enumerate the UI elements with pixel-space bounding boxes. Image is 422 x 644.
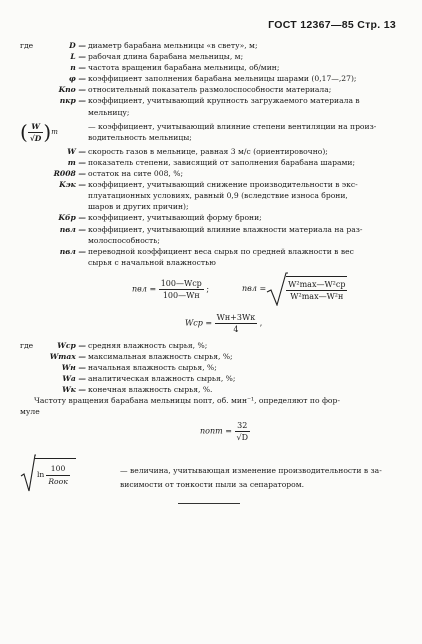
definition-row bbox=[20, 168, 400, 179]
definition-text: скорость газов в мельнице, равная 3 м/с (ориентировочно); bbox=[88, 146, 328, 156]
page-header: ГОСТ 12367—85 Стр. 13 bbox=[268, 19, 396, 31]
definition-row bbox=[20, 51, 400, 62]
definitions-block: где D — диаметр барабана мельницы «в свету», м; L — рабочая длина барабана мельницы, м; n — частота вращения барабана мельницы, об/мин; φ — коэффициент заполнения барабана мельницы шарами (0,17—,27); Kпо — относительный показатель размолоспособности материала; nкр — коэффициент, учитывающий крупность загружаемого материала в мельницу; ( $\frac{W}{√D}$ ) m — коэффициент, учитывающий влияние степени вентиляции на произ- водительность мельницы; W — скорость газов в мельнице, равная 3 м/с (ориентировочно); m — показатель степени, зависящий от заполнения барабана шарами; R008 — остаток на сите 008, %; Kэк — коэффициент, учитывающий снижение производительности в экс- плуатационных условиях, равный 0,9 (вследствие износа брони, шаров и других причин); Kбр — коэффициент, учитывающий форму брони; nвл — коэффициент, учитывающий влияние влажности материала на раз- молоспособность; nвл — переводной коэффициент веса сырья по средней влажности в вес сырья с начальной влажностью nвл = $\frac{\text{100—Wср}}{100—Wн}$ ; nвл = $\frac{\text{W²max—W²ср}}{\text{W²max—W²н}}$ Wср = $\frac{Wн+3Wк}{4}$ , где Wср — средняя влажность сырья, %; Wmax — максимальная влажность сырья, %; Wн — начальная влажность сырья, %; Wа — аналитическая влажность сырья, %; Wк — конечная влажность сырья, %. Частоту вращения барабана мельницы nопт, об. мин⁻¹, определяют по фор- муле nопт = $\frac{32}{√D}$ ln $\frac{100}{\text{Rоок}}$ — величина, учитывающая изменение производительности в за- висимости от тонкости пыли за сепаратором. bbox=[20, 40, 400, 492]
definition-text: коэффициент, учитывающий форму брони; bbox=[88, 213, 262, 223]
definition-symbol: nкр — bbox=[59, 96, 86, 106]
definition-row bbox=[20, 84, 400, 95]
definition-text: переводной коэффициент веса сырья по средней влажности в вес bbox=[88, 246, 354, 256]
definition-row bbox=[20, 73, 400, 84]
ventilation-symbol: ( $\frac{W}{√D}$ ) m bbox=[20, 120, 58, 145]
definition-text: коэффициент, учитывающий снижение производительности в экс- bbox=[88, 180, 358, 190]
definition-symbol: nвл — bbox=[59, 246, 86, 256]
definition-text: конечная влажность сырья, %. bbox=[88, 385, 213, 395]
definition-text: плуатационных условиях, равный 0,9 (вследствие износа брони, bbox=[88, 191, 348, 201]
definition-symbol: Kбр — bbox=[58, 213, 86, 223]
definition-row bbox=[20, 146, 400, 157]
definition-text: коэффициент, учитывающий влияние влажности материала на раз- bbox=[88, 224, 363, 234]
definition-row bbox=[20, 224, 400, 235]
formula-moisture-coefficient: nвл = $\frac{\text{100—Wср}}{100—Wн}$ ; nвл = $\frac{\text{W²max—W²ср}}{\text{W²max—W²н}}$ bbox=[20, 268, 400, 310]
definition-symbol: Kпо — bbox=[58, 85, 86, 95]
definition-symbol: Wmax — bbox=[49, 351, 86, 361]
definition-symbol: m — bbox=[67, 157, 86, 167]
fineness-symbol: ln $\frac{100}{\text{Rоок}}$ bbox=[20, 454, 120, 492]
formula-optimal-frequency: nопт = $\frac{32}{√D}$ bbox=[200, 420, 249, 442]
sqrt-sign bbox=[20, 454, 36, 492]
definition-text: диаметр барабана мельницы «в свету», м; bbox=[88, 41, 258, 50]
definition-text: начальная влажность сырья, %; bbox=[88, 363, 217, 373]
definition-row bbox=[20, 179, 400, 190]
definition-row bbox=[20, 257, 400, 268]
formula-average-moisture: Wср = $\frac{Wн+3Wк}{4}$ , bbox=[185, 312, 263, 334]
definition-row bbox=[20, 62, 400, 73]
definition-text: показатель степени, зависящий от заполнения барабана шарами; bbox=[88, 157, 356, 167]
fineness-definition: ln $\frac{100}{\text{Rоок}}$ — величина, учитывающая изменение производительности в за- висимости от тонкости пыли за сепаратором. bbox=[20, 454, 400, 492]
sqrt-sign bbox=[266, 272, 288, 306]
definition-symbol: Wн — bbox=[61, 363, 86, 373]
definition-text: аналитическая влажность сырья, %; bbox=[88, 374, 236, 384]
definition-row bbox=[20, 107, 400, 118]
definition-text: относительный показатель размолоспособности материала; bbox=[88, 85, 332, 95]
definition-row bbox=[20, 373, 400, 384]
paragraph-frequency: Частоту вращения барабана мельницы nопт, об. мин⁻¹, определяют по фор- bbox=[34, 396, 340, 406]
definition-row bbox=[20, 246, 400, 257]
definition-symbol: Kэк — bbox=[59, 180, 86, 190]
definition-text: рабочая длина барабана мельницы, м; bbox=[88, 52, 244, 62]
definition-row bbox=[20, 362, 400, 373]
definition-row: где Wср — средняя влажность сырья, %; bbox=[20, 340, 400, 351]
definition-row bbox=[20, 201, 400, 212]
definition-symbol: nвл — bbox=[59, 224, 86, 234]
definition-text: остаток на сите 008, %; bbox=[88, 169, 184, 179]
definition-symbol: L — bbox=[70, 52, 86, 62]
definition-row bbox=[20, 212, 400, 223]
definition-symbol: φ — bbox=[68, 74, 86, 84]
definition-text: частота вращения барабана мельницы, об/мин; bbox=[88, 63, 280, 73]
definition-row bbox=[20, 95, 400, 106]
definition-text: мельницу; bbox=[88, 107, 130, 117]
definition-row bbox=[20, 384, 400, 395]
end-rule bbox=[178, 503, 240, 504]
definition-text: средняя влажность сырья, %; bbox=[88, 340, 208, 350]
definition-text: сырья с начальной влажностью bbox=[88, 257, 216, 267]
definition-symbol: n — bbox=[70, 63, 86, 73]
definition-text: коэффициент заполнения барабана мельницы шарами (0,17—,27); bbox=[88, 74, 357, 84]
definition-symbol: W — bbox=[67, 146, 86, 156]
definition-text: шаров и других причин); bbox=[88, 202, 189, 212]
definition-row bbox=[20, 157, 400, 168]
definition-row bbox=[20, 235, 400, 246]
definition-text: молоспособность; bbox=[88, 235, 160, 245]
definition-text: максимальная влажность сырья, %; bbox=[88, 351, 233, 361]
definition-text: коэффициент, учитывающий крупность загружаемого материала в bbox=[88, 96, 360, 106]
definition-symbol: D — bbox=[69, 41, 86, 50]
definition-symbol: Wа — bbox=[62, 374, 86, 384]
definition-row bbox=[20, 351, 400, 362]
definition-symbol: R008 — bbox=[53, 169, 86, 179]
definition-row bbox=[20, 190, 400, 201]
definition-symbol: Wср — bbox=[57, 340, 86, 350]
ventilation-definition: ( $\frac{W}{√D}$ ) m — коэффициент, учитывающий влияние степени вентиляции на произ- водительность мельницы; bbox=[20, 120, 377, 145]
definition-symbol: Wк — bbox=[62, 385, 86, 395]
definition-row: где D — диаметр барабана мельницы «в свету», м; bbox=[20, 40, 400, 51]
